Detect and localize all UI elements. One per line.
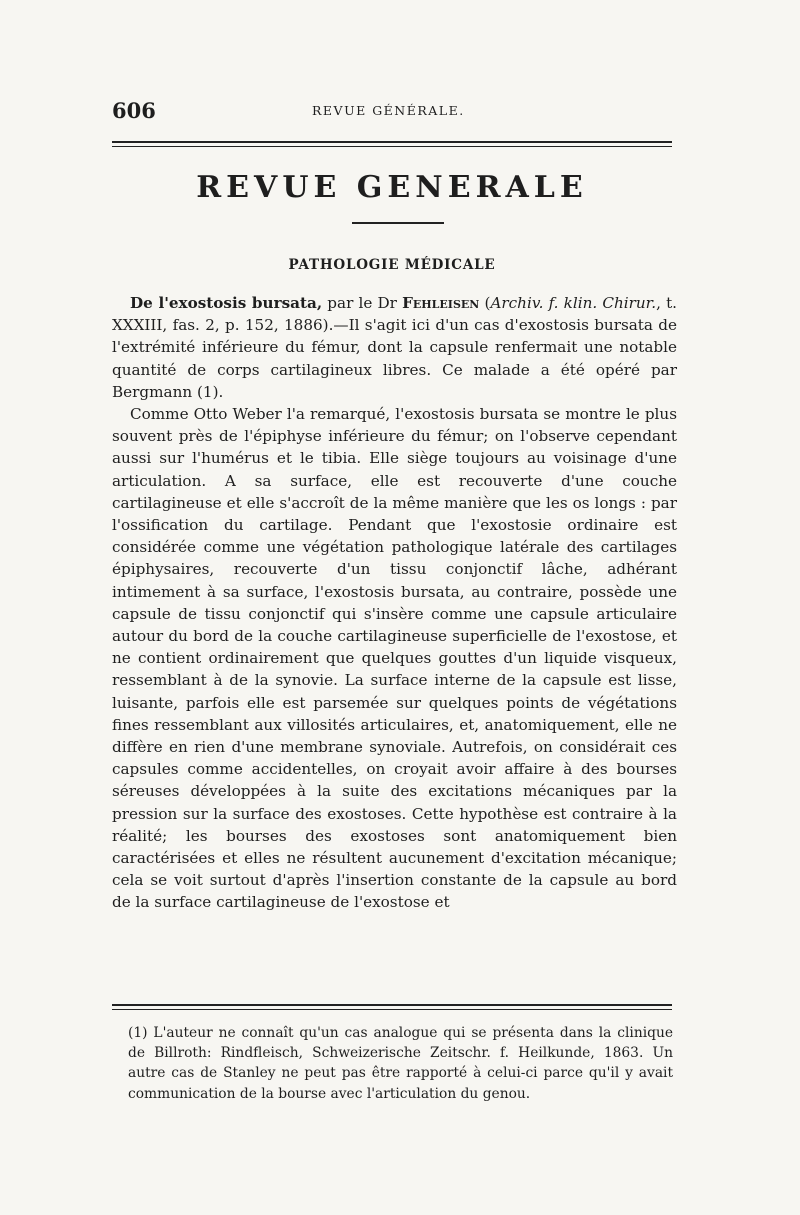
paragraph-1-text: —Il s'agit ici d'un cas d'exostosis bursata de l'extrémité inférieure du fémur, dont la capsule renfermait une notable quantité de corps cartilagineux libres. Ce malade a été opéré par Bergmann (1). [112, 316, 677, 401]
journal-name: Archiv. f. klin. Chirur. [490, 294, 657, 312]
footnote [128, 1023, 673, 1104]
article-title: De l'exostosis bursata, [130, 294, 323, 312]
header-rule-bottom [112, 146, 672, 147]
running-head [112, 98, 672, 124]
citation-details: , t. XXXIII, fas. 2, p. 152, 1886). [112, 294, 678, 335]
section-title: PATHOLOGIE MÉDICALE [288, 257, 496, 273]
paragraph-1 [112, 292, 677, 403]
footnote-rule-bottom [112, 1009, 672, 1010]
page-number: 606 [112, 98, 156, 123]
header-rule-top [112, 141, 672, 143]
paragraph-2: Comme Otto Weber l'a remarqué, l'exostosis bursata se montre le plus souvent près de l'épiphyse inférieure du fémur; on l'observe cependant aussi sur l'humérus et le tibia. Elle siège toujours au voisinage d'une articulation. A sa surface, elle est recouverte d'une couche cartilagineuse et elle s'accroît de la même manière que les os longs : par l'ossification du cartilage. Pendant que l'exostosie ordinaire est considérée comme une végétation pathologique latérale des cartilages épiphysaires, recouverte d'un tissu conjonctif lâche, adhérant intimement à sa surface, l'exostosis bursata, au contraire, possède une capsule de tissu conjonctif qui s'insère comme une capsule articulaire autour du bord de la couche cartilagineuse superficielle de l'exostose, et ne contient ordinairement que quelques gouttes d'un liquide visqueux, ressemblant à de la synovie. La surface interne de la capsule est lisse, luisante, parfois elle est parsemée sur quelques points de végétations fines ressemblant aux villosités articulaires, et, anatomiquement, elle ne diffère en rien d'une membrane synoviale. Autrefois, on considérait ces capsules comme accidentelles, on croyait avoir affaire à des bourses séreuses développées à la suite des excitations mécaniques par la pression sur la surface des exostoses. Cette hypothèse est contraire à la réalité; les bourses des exostoses sont anatomiquement bien caractérisées et elles ne résultent aucunement d'excitation mécanique; cela se voit surtout d'après l'insertion constante de la capsule au bord de la surface cartilagineuse de l'exostose et [112, 405, 677, 912]
title-divider [352, 222, 444, 224]
citation-open: ( [484, 294, 491, 312]
running-title: REVUE GÉNÉRALE. [312, 103, 465, 118]
article-body [112, 292, 677, 914]
article-author: Fehleisen [402, 294, 480, 312]
main-title: REVUE GENERALE [196, 170, 588, 205]
footnote-rule-top [112, 1004, 672, 1006]
footnote-text: (1) L'auteur ne connaît qu'un cas analogue qui se présenta dans la clinique de Billroth: Rindfleisch, Schweizerische Zeitschr. f. Heilkunde, 1863. Un autre cas de Stanley ne peut pas être rapporté à celui-ci parce qu'il y avait communication de la bourse avec l'articulation du genou. [128, 1025, 673, 1102]
author-prefix: par le Dr [327, 294, 397, 312]
